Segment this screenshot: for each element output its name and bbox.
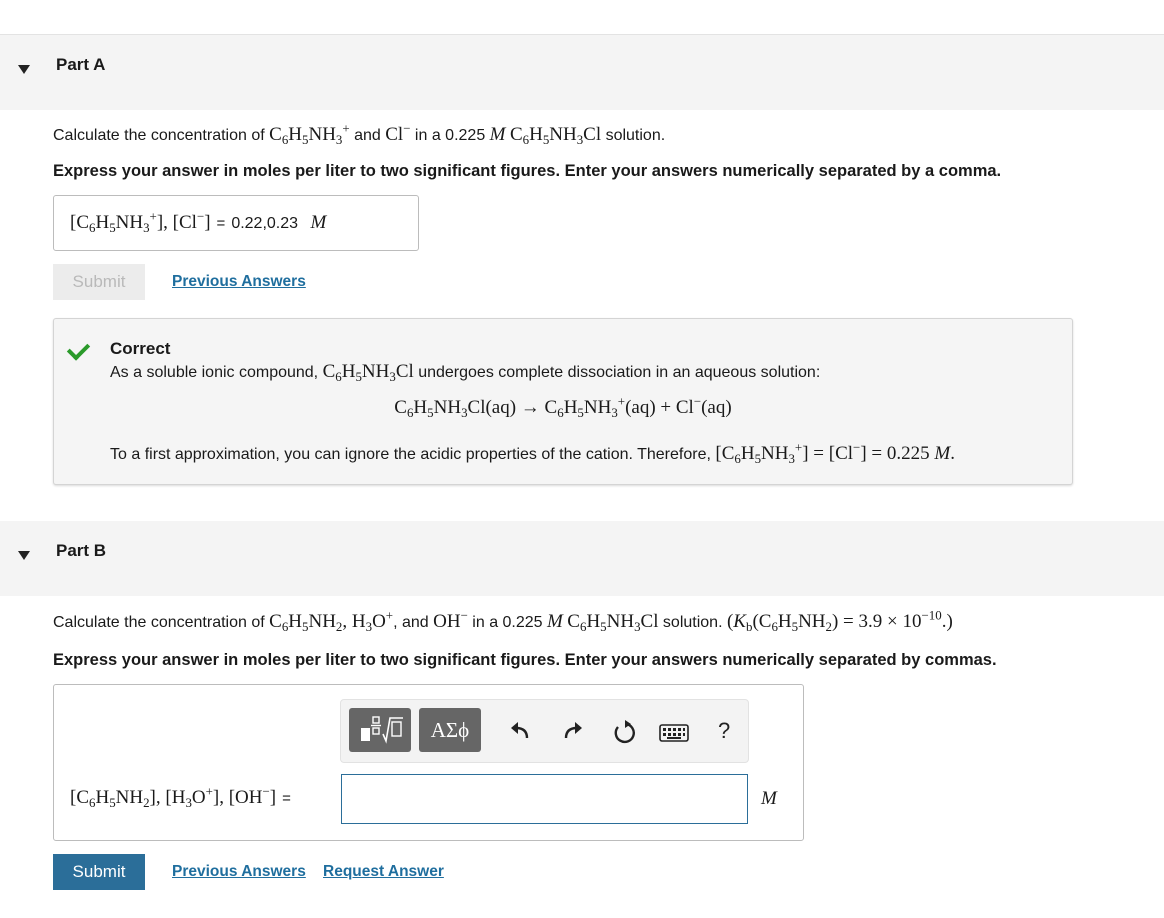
feedback-status: Correct xyxy=(110,339,171,358)
math-toolbar xyxy=(340,699,749,763)
part-a-submit-button[interactable]: Submit xyxy=(53,264,145,300)
unit-label: M xyxy=(761,788,777,809)
part-b-answer-input[interactable] xyxy=(341,774,748,824)
part-b-answer-label: $[C_6H_5NH_2]$, $[H_3O^+]$, [OH−] = xyxy=(70,783,291,810)
dissociation-equation: $C_6H_5NH_3Cl(aq) \to C_6H_5NH_3^+(aq) + Cl^-(aq)$ xyxy=(394,393,732,420)
undo-icon[interactable] xyxy=(509,720,531,746)
part-a-answer-value: 0.22,0.23 xyxy=(231,215,299,232)
help-button[interactable]: ? xyxy=(718,718,731,743)
request-answer-link[interactable]: Request Answer xyxy=(323,863,444,880)
part-a-title: Part A xyxy=(56,55,106,74)
fraction-sqrt-template-icon xyxy=(349,708,411,752)
feedback-line-1: As a soluble ionic compound, $C_6H_5NH_3Cl$ undergoes complete dissociation in an aqueous solution: xyxy=(110,361,821,384)
part-a-instruction: Express your answer in moles per liter to two significant figures. Enter your answers numerically separated by a comma. xyxy=(53,162,1002,180)
keyboard-icon[interactable] xyxy=(659,724,689,746)
part-b-previous-answers-link[interactable]: Previous Answers xyxy=(172,863,306,880)
feedback-line-2: To a first approximation, you can ignore the acidic properties of the cation. Therefore, $[C_6H_5NH_3^+] = [Cl^-] = 0.225$ M. xyxy=(110,439,955,466)
part-a-question: Calculate the concentration of $C_6H_5NH_3^+$ and Cl− in a 0.225 M $C_6H_5NH_3Cl$ solution. xyxy=(53,120,666,147)
reset-icon[interactable] xyxy=(612,720,636,748)
part-b-title: Part B xyxy=(56,541,107,560)
redo-icon[interactable] xyxy=(562,720,584,746)
correct-check-icon xyxy=(67,337,90,360)
part-a-feedback xyxy=(53,318,1073,485)
templates-button[interactable] xyxy=(349,708,411,752)
part-b-header[interactable] xyxy=(0,521,1164,596)
part-a-header[interactable] xyxy=(0,35,1164,110)
part-a-previous-answers-link[interactable]: Previous Answers xyxy=(172,273,306,290)
greek-symbols-button[interactable]: ΑΣϕ xyxy=(419,708,481,752)
collapse-caret-icon[interactable] xyxy=(18,65,30,74)
part-b-submit-button[interactable]: Submit xyxy=(53,854,145,890)
part-b-instruction: Express your answer in moles per liter to two significant figures. Enter your answers numerically separated by commas. xyxy=(53,651,997,669)
part-b-question: Calculate the concentration of $C_6H_5NH_2$, $H_3O^+$, and OH− in a 0.225 M $C_6H_5NH_3Cl$ solution. $(K_b(C_6H_5NH_2) = 3.9 \times 10^{-10}.)$ xyxy=(53,607,953,634)
part-b-answer-box xyxy=(53,684,804,841)
part-a-answer-box: $[C_6H_5NH_3^+]$, [Cl−] = 0.22,0.23 M xyxy=(53,195,419,251)
collapse-caret-icon[interactable] xyxy=(18,551,30,560)
